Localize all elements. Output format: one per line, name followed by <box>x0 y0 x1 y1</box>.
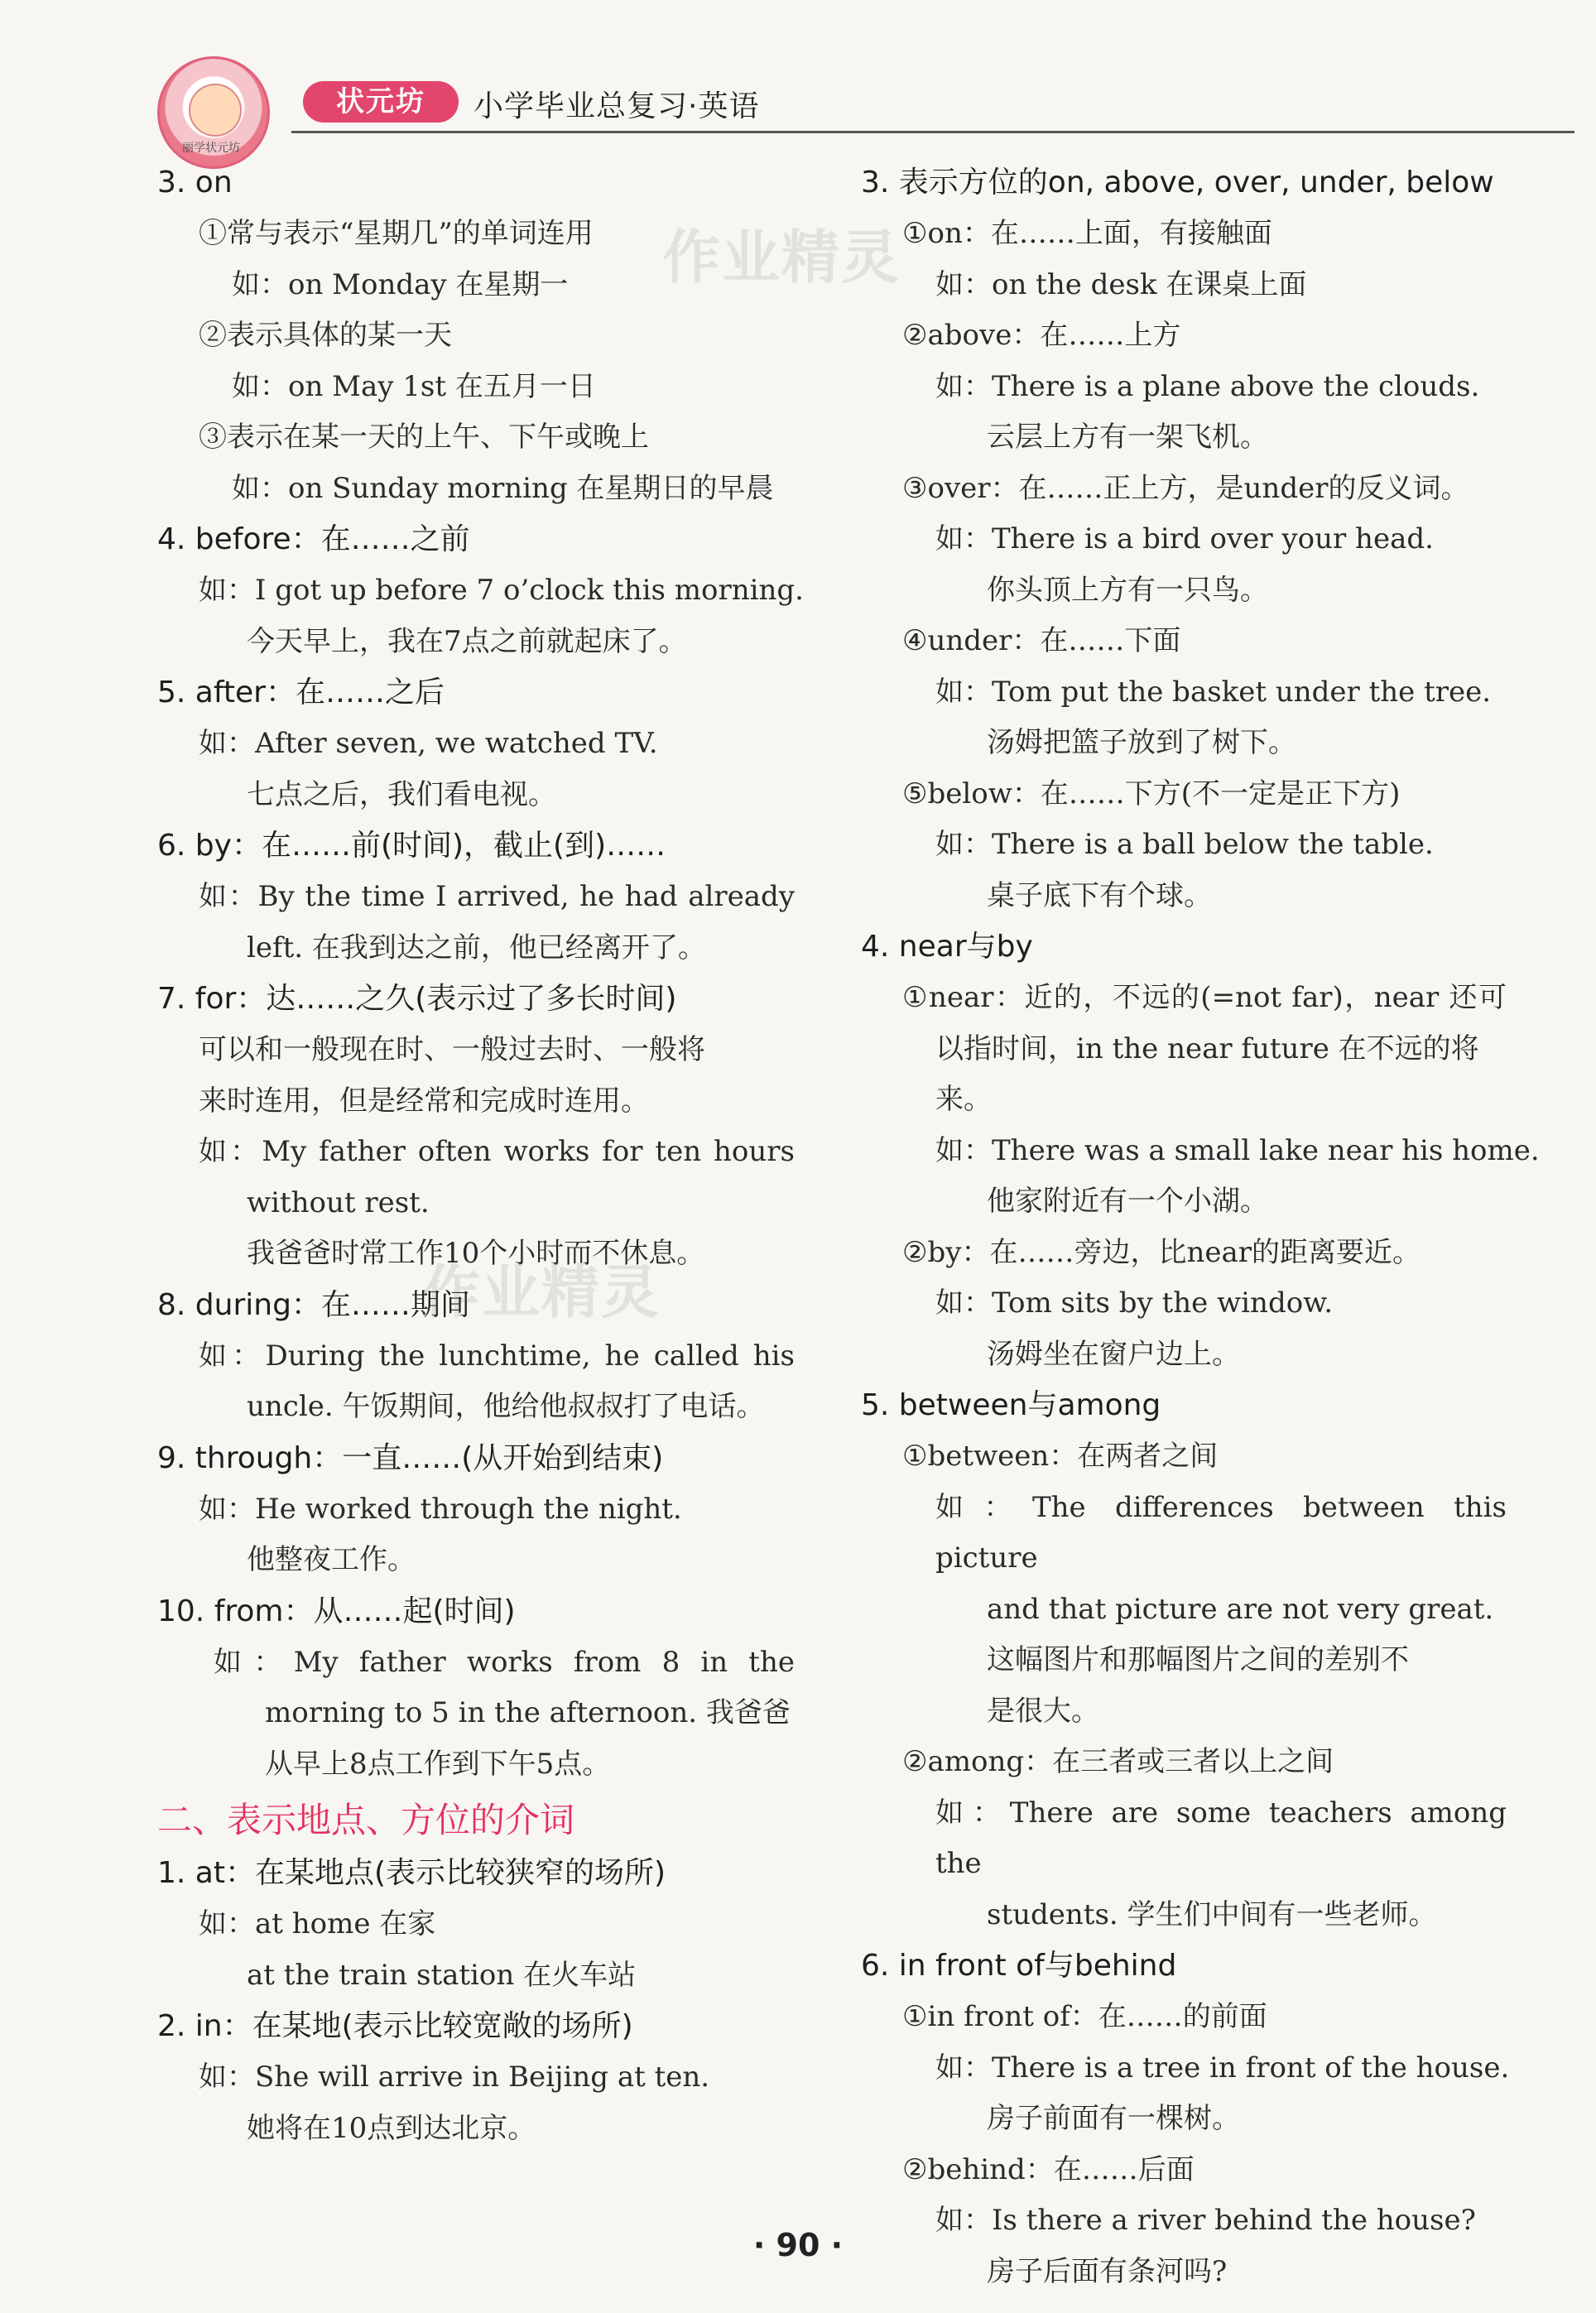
example-line: 如：Is there a river behind the house? <box>935 2204 1476 2237</box>
translation-line: 你头顶上方有一只鸟。 <box>987 573 1268 607</box>
translation-line: and that picture are not very great. <box>987 1592 1494 1626</box>
sub-item: 以指时间，in the near future 在不远的将 <box>935 1031 1479 1065</box>
mascot-face-icon <box>189 84 242 137</box>
sub-item: ①near：近的，不远的(=not far)，near 还可 <box>902 981 1507 1014</box>
item-heading: 10. from：从……起(时间) <box>157 1594 516 1628</box>
item-heading: 5. after：在……之后 <box>157 676 445 709</box>
example-line: 如：There is a tree in front of the house. <box>935 2051 1510 2085</box>
watermark: 作业精灵 <box>662 224 901 291</box>
example-line: 如：on Monday 在星期一 <box>232 267 569 301</box>
example-line: 如：My father often works for ten hours <box>199 1135 795 1168</box>
sub-item: ①常与表示“星期几”的单词连用 <box>199 217 594 250</box>
item-heading: 9. through：一直……(从开始到结束) <box>157 1440 664 1475</box>
translation-line: uncle. 午饭期间，他给他叔叔打了电话。 <box>247 1390 765 1423</box>
translation-line: at the train station 在火车站 <box>247 1958 637 1992</box>
example-line: 如：There are some teachers among the <box>935 1796 1507 1880</box>
example-line: 如：There is a plane above the clouds. <box>935 369 1480 403</box>
example-line: 如：She will arrive in Beijing at ten. <box>199 2061 710 2094</box>
sub-item: ②among：在三者或三者以上之间 <box>902 1745 1334 1778</box>
brand-badge: 状元坊 <box>303 81 459 123</box>
header-title: 小学毕业总复习·英语 <box>474 89 760 123</box>
example-line: 如：There is a ball below the table. <box>935 828 1434 861</box>
translation-line: 她将在10点到达北京。 <box>247 2111 536 2145</box>
item-heading: 6. by：在……前(时间)，截止(到)…… <box>157 829 666 863</box>
section-heading: 二、表示地点、方位的介词 <box>157 1800 575 1840</box>
sub-item: 来。 <box>935 1083 992 1116</box>
item-heading: 6. in front of与behind <box>861 1949 1177 1983</box>
sub-item: ①in front of：在……的前面 <box>902 2000 1267 2033</box>
page-number: · 90 · <box>752 2227 844 2263</box>
watermark: 作业精灵 <box>422 1258 661 1326</box>
sub-item: ①between：在两者之间 <box>902 1440 1219 1473</box>
sub-item: ②above：在……上方 <box>902 319 1181 352</box>
sub-item: 可以和一般现在时、一般过去时、一般将 <box>199 1033 705 1066</box>
example-line: 如：By the time I arrived, he had already <box>199 880 795 913</box>
example-line: 如：I got up before 7 o’clock this morning. <box>199 574 804 607</box>
item-heading: 2. in：在某地(表示比较宽敞的场所) <box>157 2009 633 2043</box>
sub-item: ④under：在……下面 <box>902 624 1181 657</box>
example-line: 如：After seven, we watched TV. <box>199 727 658 760</box>
item-heading: 3. 表示方位的on, above, over, under, below <box>861 166 1494 200</box>
item-heading: 1. at：在某地点(表示比较狭窄的场所) <box>157 1856 666 1890</box>
logo-caption: 丽学状元坊 <box>182 142 240 155</box>
example-line: 如：There was a small lake near his home. <box>935 1133 1540 1167</box>
sub-item: ②by：在……旁边，比near的距离要近。 <box>902 1235 1421 1269</box>
example-line: 如：on the desk 在课桌上面 <box>935 267 1307 301</box>
translation-line: 是很大。 <box>987 1694 1099 1728</box>
item-heading: 4. before：在……之前 <box>157 522 470 556</box>
translation-line: 这幅图片和那幅图片之间的差别不 <box>987 1643 1409 1676</box>
sub-item: ③表示在某一天的上午、下午或晚上 <box>199 421 649 454</box>
item-heading: 5. between与among <box>861 1388 1161 1422</box>
translation-line: 房子前面有一棵树。 <box>987 2102 1240 2135</box>
sub-item: ②表示具体的某一天 <box>199 319 452 352</box>
translation-line: 从早上8点工作到下午5点。 <box>265 1747 611 1781</box>
example-line: 如：Tom sits by the window. <box>935 1286 1334 1320</box>
example-line: 如：He worked through the night. <box>199 1492 682 1526</box>
translation-line: left. 在我到达之前，他已经离开了。 <box>247 930 706 964</box>
item-heading: 8. during：在……期间 <box>157 1287 470 1322</box>
sub-item: ①on：在……上面，有接触面 <box>902 217 1272 250</box>
item-heading: 7. for：达……之久(表示过了多长时间) <box>157 982 677 1016</box>
example-line: 如：There is a bird over your head. <box>935 522 1434 555</box>
translation-line: students. 学生们中间有一些老师。 <box>987 1897 1437 1931</box>
example-line: 如：My father works from 8 in the <box>214 1645 795 1679</box>
translation-line: 他家附近有一个小湖。 <box>987 1185 1268 1218</box>
example-line: 如：During the lunchtime, he called his <box>199 1339 795 1373</box>
translation-line: 今天早上，我在7点之前就起床了。 <box>247 624 687 658</box>
translation-line: 桌子底下有个球。 <box>987 878 1212 912</box>
translation-line: without rest. <box>247 1185 430 1219</box>
example-line: 如：on Sunday morning 在星期日的早晨 <box>232 471 774 505</box>
example-line: 如：The differences between this picture <box>935 1490 1507 1575</box>
sub-item: ③over：在……正上方，是under的反义词。 <box>902 471 1469 505</box>
translation-line: 我爸爸时常工作10个小时而不休息。 <box>247 1237 705 1270</box>
sub-item: 来时连用，但是经常和完成时连用。 <box>199 1084 649 1118</box>
translation-line: 汤姆把篮子放到了树下。 <box>987 726 1296 759</box>
right-column <box>861 157 1540 2297</box>
item-heading: 3. on <box>157 166 233 200</box>
example-line: 如：Tom put the basket under the tree. <box>935 675 1492 709</box>
translation-line: 汤姆坐在窗户边上。 <box>987 1337 1240 1371</box>
example-line: 如：on May 1st 在五月一日 <box>232 369 596 403</box>
sub-item: ②behind：在……后面 <box>902 2152 1195 2186</box>
header-divider <box>291 131 1574 133</box>
translation-line: 七点之后，我们看电视。 <box>247 777 556 811</box>
example-line: 如：at home 在家 <box>199 1907 436 1940</box>
translation-line: 他整夜工作。 <box>247 1543 416 1576</box>
translation-line: morning to 5 in the afternoon. 我爸爸 <box>265 1696 791 1729</box>
sub-item: ⑤below：在……下方(不一定是正下方) <box>902 777 1401 810</box>
item-heading: 4. near与by <box>861 930 1033 964</box>
left-column <box>157 157 804 2154</box>
translation-line: 房子后面有条河吗? <box>987 2254 1228 2288</box>
translation-line: 云层上方有一架飞机。 <box>987 421 1268 454</box>
